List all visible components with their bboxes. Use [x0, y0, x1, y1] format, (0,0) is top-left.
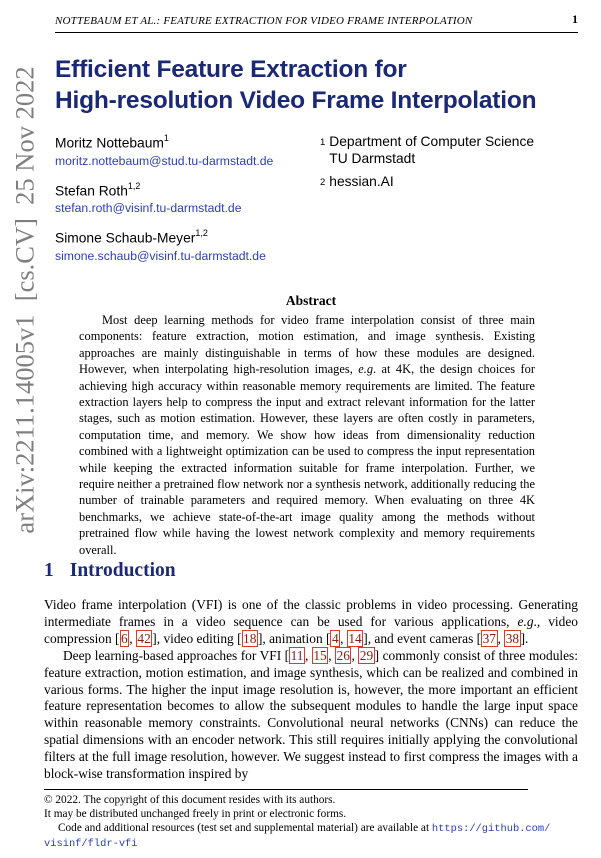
citation-link[interactable]: 38	[505, 630, 520, 646]
external-link[interactable]: https://github.com/	[431, 823, 551, 835]
affiliation	[320, 173, 534, 190]
author-name-text: Moritz Nottebaum	[55, 135, 164, 151]
running-title: NOTTEBAUM ET AL.: FEATURE EXTRACTION FOR VIDEO FRAME INTERPOLATION	[55, 15, 473, 27]
affiliation-line: TU Darmstadt	[329, 151, 416, 166]
abstract-text	[79, 312, 535, 558]
author-name	[55, 179, 310, 200]
citation-link[interactable]: 15	[313, 647, 327, 663]
paper-title-line1: Efficient Feature Extraction for	[55, 56, 407, 83]
citation-link[interactable]: 18	[243, 630, 257, 646]
affiliation-text	[329, 173, 393, 190]
text-segment: Code and additional resources (test set and supplemental material) are available at	[58, 822, 432, 834]
author-affil-mark: 1,2	[195, 228, 208, 239]
text-segment: ,	[328, 647, 336, 663]
section-number: 1	[44, 560, 54, 581]
arxiv-watermark: arXiv:2211.14005v1 [cs.CV] 25 Nov 2022	[9, 66, 40, 534]
running-header	[55, 12, 578, 33]
text-segment: ,	[351, 647, 359, 663]
intro-paragraph-2	[44, 648, 578, 783]
code-availability-line	[44, 821, 584, 836]
text-segment: ,	[129, 630, 136, 646]
text-segment: ] commonly consist of three modules: feature extraction, motion estimation, and image synthesis, which can be realized and combined in various forms. The higher the input image resolution is, however, the more important an efficient feature representation becomes to allow the subsequent modules to handle the large input space within reasonable memory constraints. Convolutional neural networks (CNNs) can reduce the spatial dimensions with an encoder network. This still requires initially applying the convolutional filters at the full image resolution, however. We suggest instead to first compress the images with a block-wise transformation inspired by	[44, 647, 578, 782]
affiliation-mark: 2	[320, 177, 326, 188]
text-segment: ], animation [	[257, 630, 331, 646]
paper-title-line2: High-resolution Video Frame Interpolation	[55, 86, 537, 114]
author-email-link[interactable]: simone.schaub@visinf.tu-darmstadt.de	[55, 248, 266, 263]
author-email-link[interactable]: stefan.roth@visinf.tu-darmstadt.de	[55, 201, 242, 216]
text-segment: Deep learning-based approaches for VFI [	[63, 647, 290, 663]
author-block	[55, 179, 310, 217]
text-segment: . at 4K, the design choices for achieving high accuracy within reasonable memory requirements are limited. The feature extraction layers help to compress the input and extract relevant information for the latter stages, such as motion estimation. However, these layers are often costly in parameters, computation time, and memory. We show how ideas from dimensionality reduction combined with a lightweight optimization can be used to compress the input representation while keeping the extracted information suitable for frame interpolation. Further, we require neither a pretrained flow network nor a synthesis network, additionally reducing the number of trainable parameters and required memory. When evaluating on three 4K benchmarks, we achieve state-of-the-art image quality among the methods without pretrained flow while having the lowest network complexity and memory requirements overall.	[79, 362, 535, 557]
author-name	[55, 131, 310, 152]
text-segment: ], video editing [	[152, 630, 242, 646]
text-segment: ,	[305, 647, 312, 663]
author-affil-mark: 1	[163, 133, 169, 143]
citation-link[interactable]: 42	[137, 630, 151, 646]
paper-title	[55, 55, 578, 116]
introduction-body	[44, 597, 578, 783]
code-repository-line	[44, 836, 584, 851]
affiliation	[320, 133, 534, 167]
emphasis-text: e.g	[517, 613, 534, 629]
footnote	[44, 793, 584, 851]
citation-link[interactable]: 26	[336, 647, 350, 663]
author-block	[55, 226, 310, 264]
citation-link[interactable]: 6	[121, 630, 128, 646]
author-name-text: Simone Schaub-Meyer	[55, 230, 196, 246]
text-segment: ].	[520, 630, 529, 646]
text-segment: ,	[497, 630, 505, 646]
author-name	[55, 226, 310, 247]
external-link[interactable]: visinf/fldr-vfi	[44, 838, 138, 850]
text-segment: ., video compression [	[44, 613, 578, 646]
affiliation-line: hessian.AI	[329, 174, 394, 189]
section-1-heading	[44, 560, 176, 582]
citation-link[interactable]: 14	[348, 630, 362, 646]
author-list	[55, 131, 310, 274]
citation-link[interactable]: 37	[482, 630, 496, 646]
author-name-text: Stefan Roth	[55, 183, 128, 199]
author-block	[55, 131, 310, 169]
section-title: Introduction	[69, 560, 176, 581]
text-segment: ], and event cameras [	[363, 630, 482, 646]
affiliation-text	[329, 133, 534, 167]
affiliation-list	[320, 133, 534, 196]
text-segment: Video frame interpolation (VFI) is one of the classic problems in video processing. Generating intermediate frames in a video sequence can be used for various applications,	[44, 597, 578, 629]
author-affil-mark: 1,2	[127, 180, 141, 191]
abstract-heading: Abstract	[285, 293, 337, 308]
emphasis-text: e.g	[358, 362, 374, 377]
citation-link[interactable]: 29	[359, 647, 374, 663]
license-line: It may be distributed unchanged freely in print or electronic forms.	[44, 808, 347, 820]
citation-link[interactable]: 4	[331, 630, 339, 646]
text-segment: ,	[340, 630, 347, 646]
intro-paragraph-1	[44, 597, 578, 648]
copyright-line: © 2022. The copyright of this document resides with its authors.	[44, 794, 336, 806]
page-number: 1	[572, 12, 578, 26]
citation-link[interactable]: 11	[290, 647, 304, 663]
affiliation-mark: 1	[320, 137, 326, 148]
text-segment: Most deep learning methods for video frame interpolation consist of three main components: feature extraction, motion estimation, and image synthesis. Existing approaches are mainly distinguishable in terms of how these modules are designed. However, when interpolating high-resolution images,	[79, 313, 535, 377]
author-email-link[interactable]: moritz.nottebaum@stud.tu-darmstadt.de	[55, 153, 274, 168]
footnote-divider	[44, 789, 528, 790]
affiliation-line: Department of Computer Science	[329, 134, 535, 149]
